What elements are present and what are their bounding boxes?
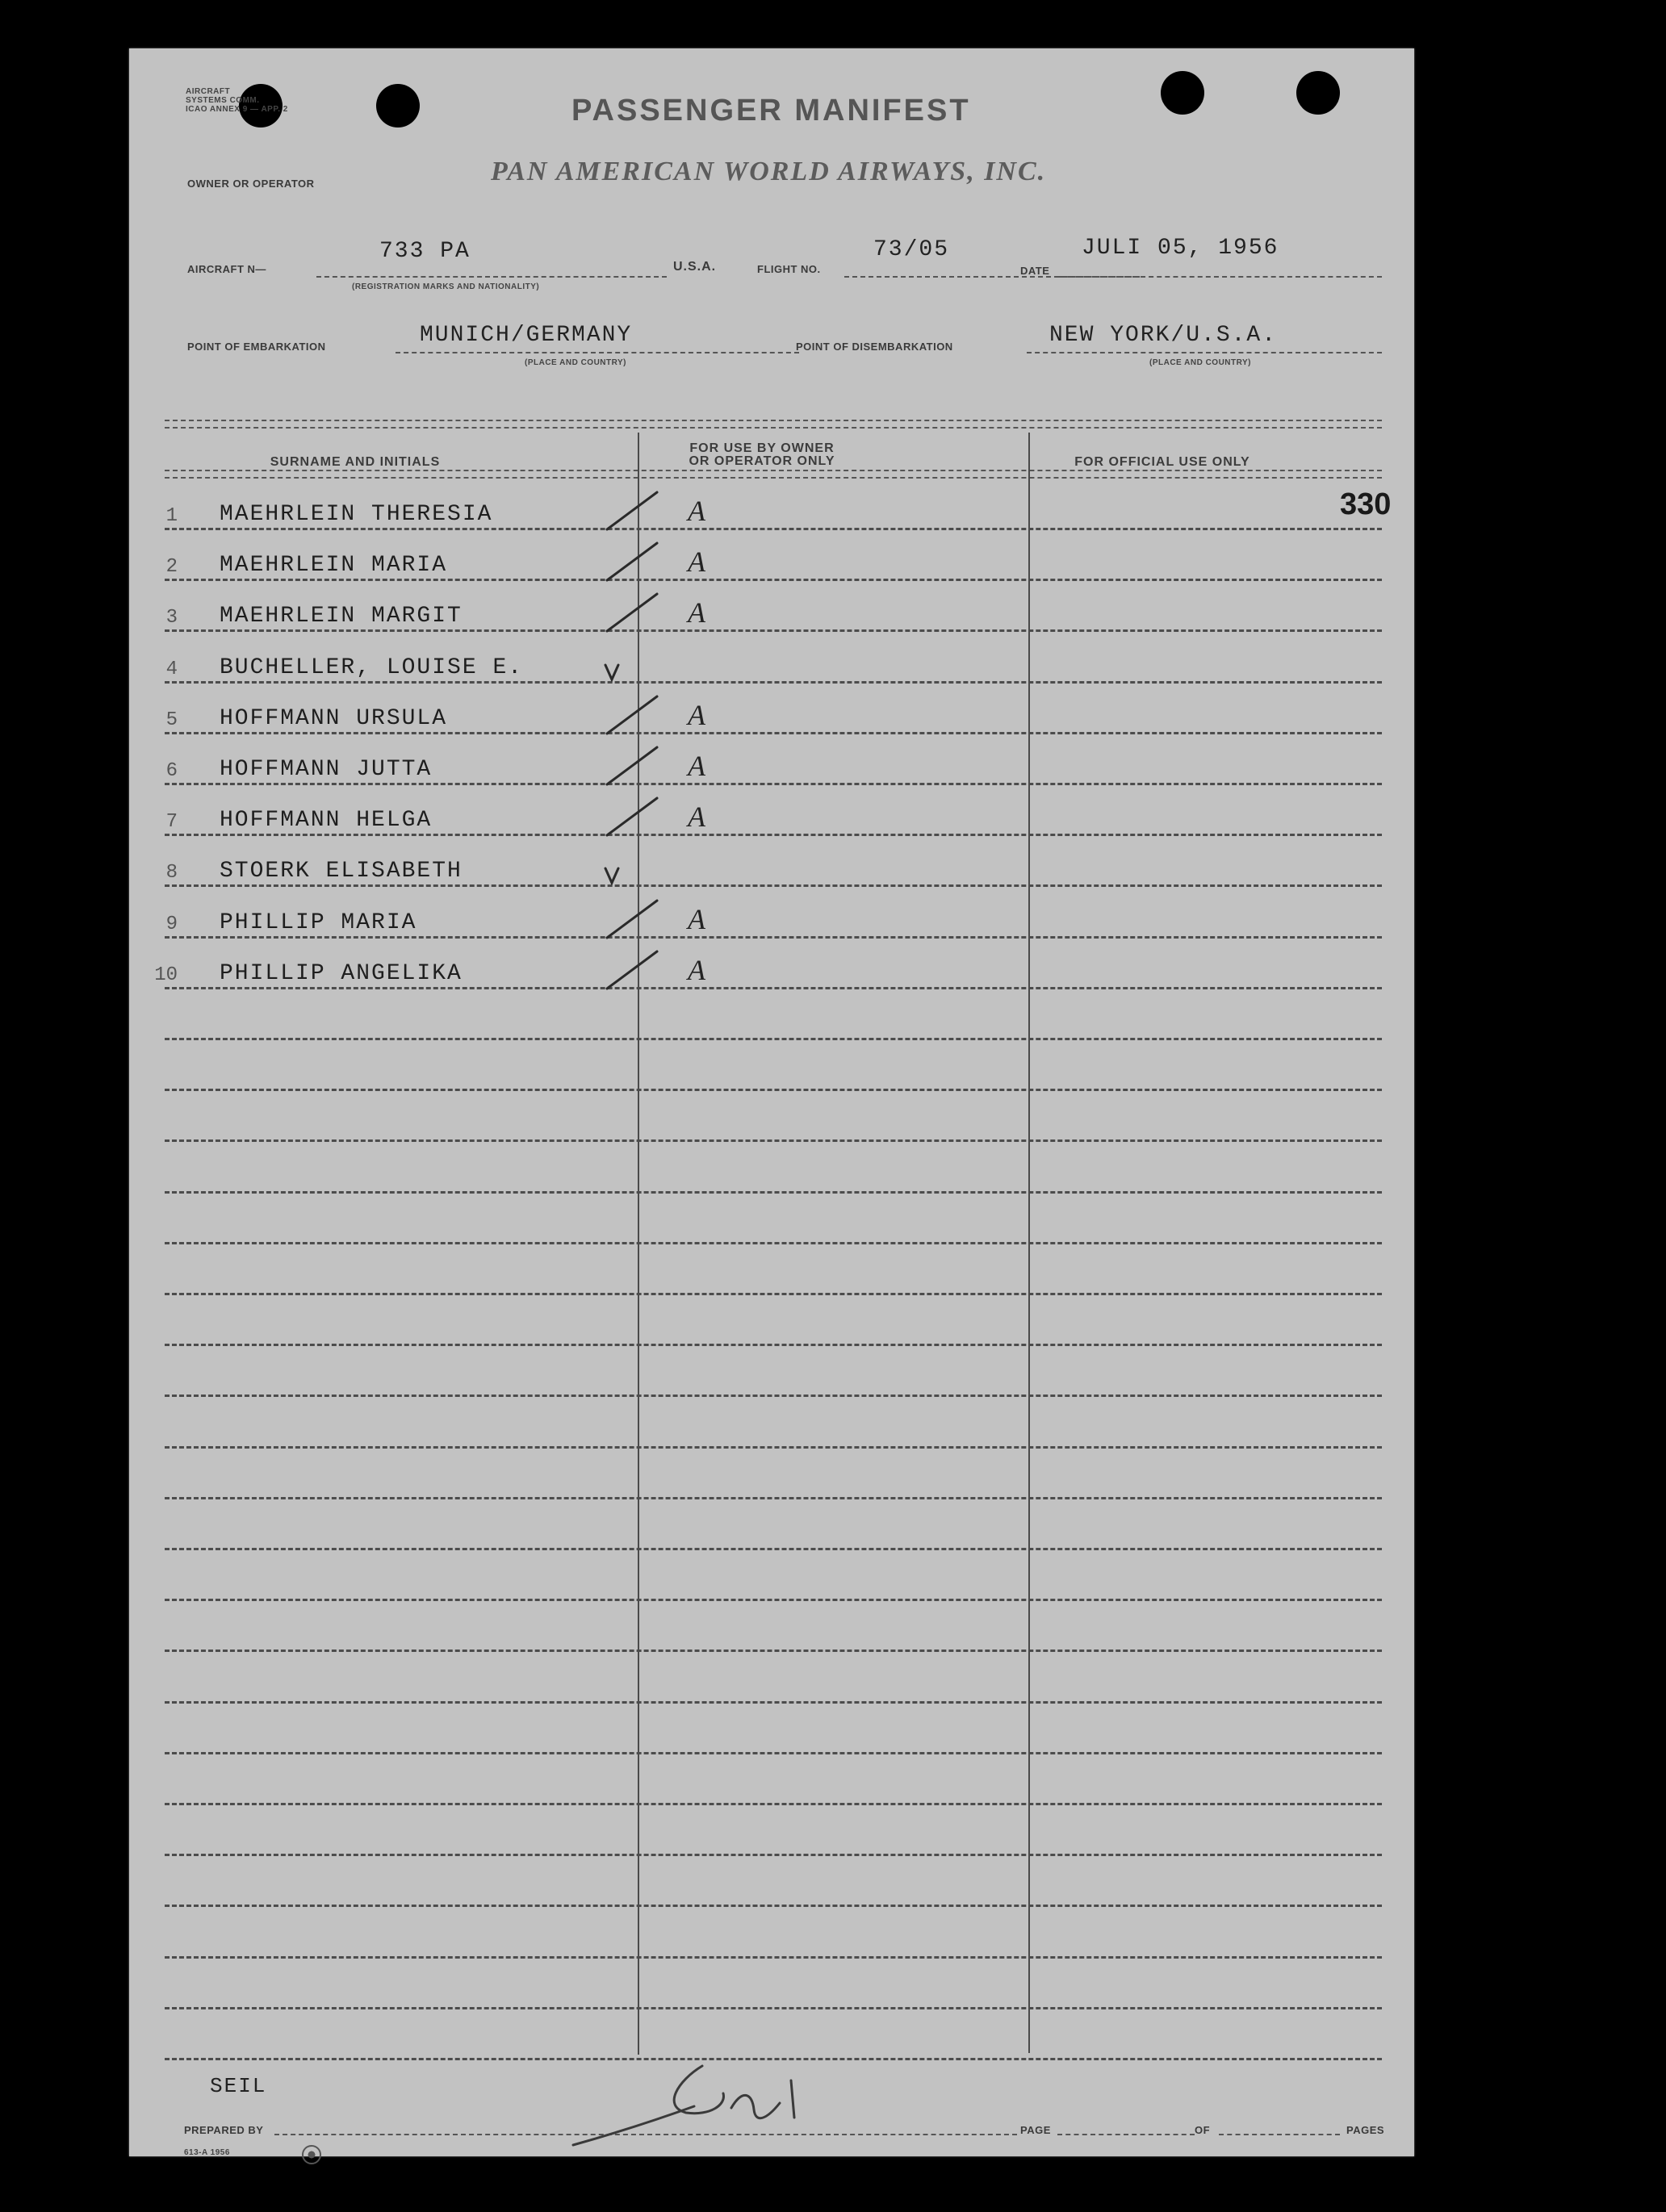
- table-row-line: [165, 1191, 1382, 1194]
- table-row-line: [165, 987, 1382, 989]
- passenger-row-number: 1: [165, 505, 178, 527]
- passenger-name: MAEHRLEIN MARIA: [220, 553, 448, 578]
- table-row-line: [165, 528, 1382, 530]
- passenger-row-number: 6: [165, 760, 178, 782]
- printer-seal-icon: [302, 2145, 321, 2164]
- flight-label: FLIGHT NO.: [757, 263, 821, 275]
- aircraft-underline: [316, 276, 667, 278]
- pages-label: PAGES: [1346, 2124, 1385, 2136]
- owner-label: OWNER OR OPERATOR: [187, 178, 315, 190]
- passenger-row-number: 4: [165, 659, 178, 680]
- table-row-line: [165, 681, 1382, 684]
- table-row-line: [165, 1752, 1382, 1754]
- aircraft-caption: (REGISTRATION MARKS AND NATIONALITY): [352, 282, 540, 291]
- table-header-rule: [165, 470, 1382, 479]
- page-title: PASSENGER MANIFEST: [571, 94, 971, 128]
- owner-mark: A: [688, 903, 705, 935]
- passenger-row-number: 7: [165, 811, 178, 833]
- check-mark: [601, 844, 705, 893]
- embarkation-label: POINT OF EMBARKATION: [187, 341, 326, 353]
- owner-use-header-line: FOR USE BY OWNER: [689, 441, 835, 455]
- airline-name: PAN AMERICAN WORLD AIRWAYS, INC.: [491, 157, 1047, 186]
- table-row-line: [165, 1497, 1382, 1499]
- table-row-line: [165, 1395, 1382, 1397]
- table-row-line: [165, 1701, 1382, 1704]
- table-row-line: [165, 732, 1382, 734]
- form-number: 613-A 1956: [184, 2148, 230, 2157]
- passenger-row-number: 9: [165, 914, 178, 935]
- punch-hole: [1296, 71, 1340, 115]
- table-row-line: [165, 1038, 1382, 1040]
- owner-mark: A: [688, 750, 705, 782]
- page-label: PAGE: [1020, 2124, 1051, 2136]
- passenger-name: HOFFMANN HELGA: [220, 808, 433, 833]
- owner-use-column-header: [633, 442, 891, 468]
- owner-mark: A: [688, 954, 705, 986]
- usa-label: U.S.A.: [673, 260, 717, 274]
- embarkation-underline: [396, 352, 799, 353]
- disembarkation-value: NEW YORK/U.S.A.: [1049, 323, 1278, 348]
- date-underline: [1059, 276, 1382, 278]
- surname-column-header: SURNAME AND INITIALS: [270, 455, 441, 469]
- flight-value: 73/05: [873, 237, 950, 262]
- passenger-name: HOFFMANN URSULA: [220, 706, 448, 731]
- of-label: OF: [1195, 2124, 1211, 2136]
- embarkation-value: MUNICH/GERMANY: [420, 323, 633, 348]
- table-row-line: [165, 1242, 1382, 1244]
- form-code: [186, 87, 288, 114]
- check-mark: [601, 641, 705, 689]
- table-row-line: [165, 1650, 1382, 1652]
- table-row-line: [165, 783, 1382, 785]
- passenger-name: PHILLIP MARIA: [220, 910, 417, 935]
- disembarkation-underline: [1027, 352, 1382, 353]
- table-top-rule: [165, 420, 1382, 429]
- owner-mark: A: [688, 546, 705, 578]
- owner-mark: A: [688, 699, 705, 731]
- page-underline: [1057, 2134, 1195, 2135]
- disembarkation-caption: (PLACE AND COUNTRY): [1149, 358, 1251, 367]
- official-stamp-number: 330: [1340, 487, 1392, 521]
- table-row-line: [165, 1139, 1382, 1142]
- passenger-name: STOERK ELISABETH: [220, 859, 463, 884]
- table-row-line: [165, 936, 1382, 939]
- owner-mark: A: [688, 495, 705, 527]
- passenger-name: BUCHELLER, LOUISE E.: [220, 655, 524, 680]
- aircraft-label: AIRCRAFT N—: [187, 263, 266, 275]
- table-row-line: [165, 1293, 1382, 1295]
- table-row-line: [165, 884, 1382, 887]
- passenger-name: HOFFMANN JUTTA: [220, 757, 433, 782]
- embarkation-caption: (PLACE AND COUNTRY): [525, 358, 626, 367]
- owner-mark: A: [688, 596, 705, 629]
- passenger-name: PHILLIP ANGELIKA: [220, 961, 463, 986]
- table-row-line: [165, 834, 1382, 836]
- passenger-row-number: 3: [165, 607, 178, 629]
- aircraft-value: 733 PA: [379, 239, 471, 264]
- table-row-line: [165, 579, 1382, 581]
- date-value: JULI 05, 1956: [1082, 236, 1279, 261]
- table-row-line: [165, 2007, 1382, 2009]
- signature: [565, 2056, 839, 2153]
- owner-use-header-line: OR OPERATOR ONLY: [689, 454, 835, 468]
- typed-initials: SEIL: [210, 2074, 267, 2098]
- official-use-column-header: FOR OFFICIAL USE ONLY: [1074, 455, 1250, 469]
- table-row-line: [165, 1089, 1382, 1091]
- table-row-line: [165, 1803, 1382, 1805]
- form-code-line: ICAO ANNEX 9 — APP. 2: [186, 105, 288, 114]
- table-row-line: [165, 1446, 1382, 1449]
- disembarkation-label: POINT OF DISEMBARKATION: [796, 341, 953, 353]
- punch-hole: [1161, 71, 1204, 115]
- table-row-line: [165, 1956, 1382, 1959]
- date-label: DATE: [1020, 265, 1050, 277]
- of-underline: [1219, 2134, 1340, 2135]
- table-row-line: [165, 1344, 1382, 1346]
- passenger-row-number: 2: [165, 556, 178, 578]
- passenger-name: MAEHRLEIN MARGIT: [220, 604, 463, 629]
- passenger-name: MAEHRLEIN THERESIA: [220, 502, 493, 527]
- passenger-row-number: 10: [154, 964, 178, 986]
- table-row-line: [165, 1599, 1382, 1601]
- punch-hole: [376, 84, 420, 128]
- passenger-row-number: 5: [165, 709, 178, 731]
- table-row-line: [165, 1854, 1382, 1856]
- table-row-line: [165, 629, 1382, 632]
- owner-mark: A: [688, 801, 705, 833]
- form-code-line: AIRCRAFT: [186, 87, 231, 96]
- manifest-sheet: [129, 48, 1414, 2156]
- form-code-line: SYSTEMS COMM.: [186, 96, 260, 105]
- table-row-line: [165, 1905, 1382, 1907]
- prepared-by-label: PREPARED BY: [184, 2124, 264, 2136]
- passenger-row-number: 8: [165, 862, 178, 884]
- table-row-line: [165, 1548, 1382, 1550]
